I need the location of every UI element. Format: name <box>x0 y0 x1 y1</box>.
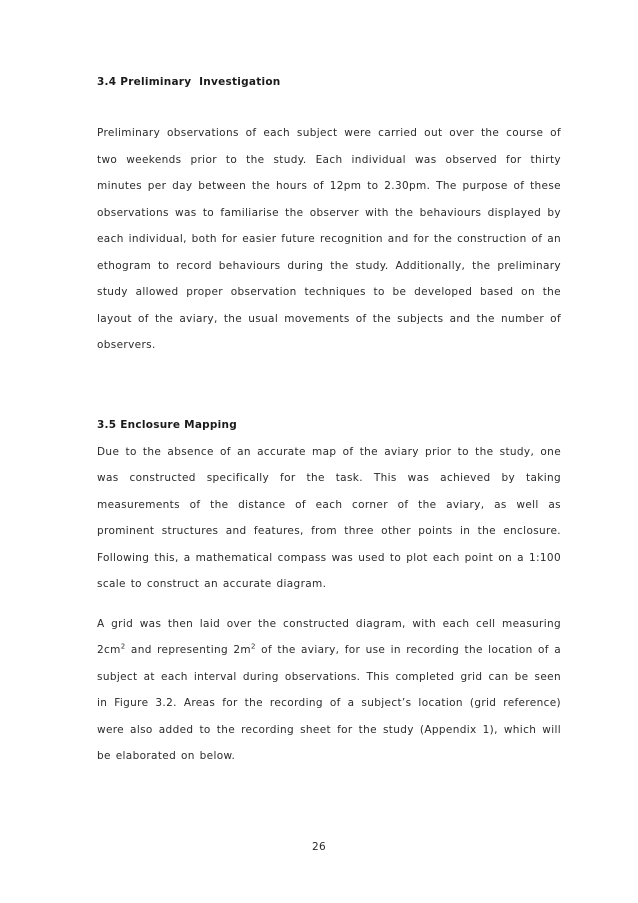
spacer <box>97 432 561 439</box>
page-content <box>97 76 561 770</box>
superscript: 2 <box>120 642 126 651</box>
paragraph-enclosure-mapping-2 <box>97 611 561 770</box>
paragraph-preliminary-investigation: Preliminary observations of each subject were carried out over the course of two weekends prior to the study. Each individual was observed for thirty minutes per day between the hours of 12pm to 2.30pm. The purpose of these observations was to familiarise the observer with the behaviours displayed by each individual, both for easier future recognition and for the construction of an ethogram to record behaviours during the study. Additionally, the preliminary study allowed proper observation techniques to be developed based on the layout of the aviary, the usual movements of the subjects and the number of observers. <box>97 127 561 351</box>
paragraph-text: A grid was then laid over the constructed diagram, with each cell measuring 2cm <box>97 617 561 656</box>
superscript: 2 <box>250 642 256 651</box>
section-heading-enclosure-mapping: 3.5 Enclosure Mapping <box>97 418 238 431</box>
spacer <box>97 89 561 120</box>
spacer <box>97 359 561 419</box>
paragraph-enclosure-mapping-1: Due to the absence of an accurate map of the aviary prior to the study, one was constructed specifically for the task. This was achieved by taking measurements of the distance of each corner of the aviary, as well as prominent structures and features, from three other points in the enclosure. Following this, a mathematical compass was used to plot each point on a 1:100 scale to construct an accurate diagram. <box>97 445 561 590</box>
paragraph-text: and representing 2m <box>125 644 251 656</box>
page-number: 26 <box>312 841 326 853</box>
section-heading-preliminary-investigation: 3.4 Preliminary Investigation <box>97 76 281 88</box>
spacer <box>97 598 561 611</box>
paragraph-text: of the aviary, for use in recording the location of a subject at each interval during observations. This completed grid can be seen in Figure 3.2. Areas for the recording of a subject’s location (grid reference) were also added to the recording sheet for the study (Appendix 1), which will be elaborated on below. <box>97 644 561 762</box>
